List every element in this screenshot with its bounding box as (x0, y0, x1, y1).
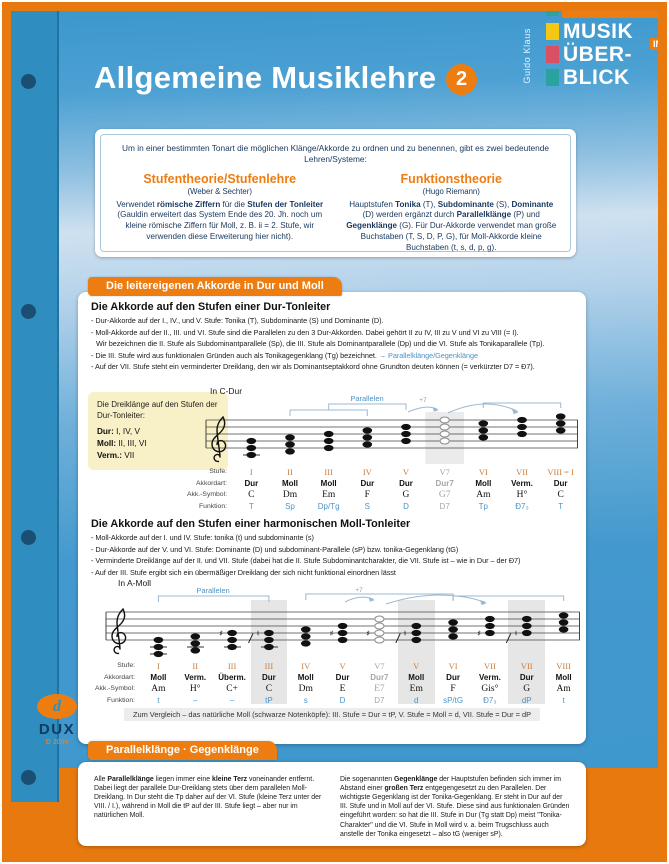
table-cell: Moll (320, 478, 337, 488)
table-cell: F (364, 489, 370, 500)
bullet-line: - Verminderte Dreiklänge auf der II. und VII. Stufe (dabei hat die II. Stufe Subdominantcharakter, die VII. Stufe ist – wie in Dur – der Đ7) (91, 556, 521, 566)
bullet-line: Wir bezeichnen die II. Stufe als Subdominantparallele (Sp), die III. Stufe als Dominantparallele (Dp) und die VI. Stufe als Tonikaparallele (Tp). (96, 339, 545, 349)
table-cell: sP/tG (443, 695, 464, 705)
publisher-name: DUX (38, 721, 76, 738)
cross-reference-link: → Parallelklänge/Gegenklänge (378, 350, 479, 360)
table-cell: C+ (226, 683, 238, 694)
table-cell: Dm (298, 683, 313, 694)
punch-hole (21, 304, 36, 319)
stufentheorie-column (111, 172, 329, 255)
logo-row-musik (546, 20, 662, 42)
table-cell: H° (516, 489, 528, 500)
binder-strip (10, 10, 59, 802)
treble-clef-icon (212, 417, 226, 462)
dux-d-glyph: d (53, 698, 61, 715)
theory-intro-box (95, 129, 576, 257)
table-cell: t (157, 695, 160, 705)
natural-minor-comparison-note: Zum Vergleich – das natürliche Moll (schwarze Notenköpfe): III. Stufe = Dur = tP, V. Stufe = Moll = d, VII. Stufe = Dur = dP (124, 708, 540, 721)
dur-bullets (91, 315, 582, 373)
table-cell: III (227, 660, 237, 671)
table-cell: tP (265, 695, 273, 705)
table-cell: Moll (150, 672, 167, 682)
table-cell: C (248, 489, 255, 500)
punch-hole (21, 770, 36, 785)
table-cell: V7 (374, 660, 385, 671)
punch-hole (21, 74, 36, 89)
table-cell: V (402, 466, 410, 477)
table-cell: Am (476, 489, 491, 500)
table-cell: D7 (374, 695, 385, 705)
table-cell: dP (521, 695, 532, 705)
svg-text:♮: ♮ (514, 629, 518, 638)
bullet-line: - Auf der VII. Stufe steht ein verminderter Dreiklang, den wir als Dominantseptakkord ohne Grundton deuten können (= verkürzter D7 = Đ7). (91, 362, 535, 372)
row-label-stufe: Stufe: (117, 662, 135, 670)
stufentheorie-subtitle: (Weber & Sechter) (187, 186, 252, 196)
arrowhead-icon (433, 407, 440, 412)
bullet-line: - Moll-Akkorde auf der II., III. und VI. Stufe sind die Parallelen zu den 3 Dur-Akkorden. Dabei gehört II zu IV, III zu V und VI zu VIII (= I). (91, 327, 519, 337)
note-value: VII (122, 451, 135, 461)
table-cell: Em (322, 489, 336, 500)
funktionstheorie-column (343, 172, 561, 255)
cdur-notation-block (180, 386, 580, 516)
section-tab-leitereigene-akkorde: Die leitereigenen Akkorde in Dur und Moll (88, 277, 342, 296)
funktionstheorie-title: Funktionstheorie (400, 171, 502, 186)
table-cell: Dur (446, 672, 460, 682)
parallelen-label: Parallelen (196, 586, 230, 595)
dux-logo-icon (37, 694, 77, 719)
funktionstheorie-body: Hauptstufen Tonika (T), Subdominante (S), Dominante (D) werden ergänzt durch Parallelklänge (P) und Gegenklänge (G). Für Dur-Akkorde verwendet man große Buchstaben (T, S, D, P, G), für Moll-Akkorde kleine Buchstaben (t, s, d, p, g). (346, 199, 557, 253)
table-cell: G (402, 489, 410, 500)
table-cell: I (249, 466, 253, 477)
note-value: II, III, VI (116, 438, 147, 448)
treble-clef-icon (112, 609, 126, 654)
bullet-line: - Moll-Akkorde auf der I. und IV. Stufe: tonika (t) und subdominante (s) (91, 533, 314, 542)
theory-intro-inner (100, 134, 571, 252)
table-cell: Đ7₃ (483, 695, 497, 705)
intro-text: Um in einer bestimmten Tonart die möglichen Klänge/Akkorde zu ordnen und zu benennen, gibt es zwei bedeutende Lehren/Systeme: (122, 143, 549, 164)
table-cell: – (229, 695, 235, 705)
table-cell: s (303, 695, 308, 705)
akkordart-row (140, 673, 582, 682)
dur-heading: Die Akkorde auf den Stufen einer Dur-Tonleiter (91, 301, 331, 313)
symbol-row (140, 684, 582, 694)
bullet-line: - Dur-Akkorde auf der I., IV., und V. Stufe: Tonika (T), Subdominante (S) und Dominante (D). (91, 316, 384, 325)
table-cell: Moll (408, 672, 425, 682)
table-cell: Dur (262, 672, 276, 682)
publisher-logo (24, 694, 90, 746)
logo-row-ueber (546, 43, 662, 65)
table-cell: Dp/Tg (317, 501, 340, 511)
table-cell: V (413, 660, 420, 671)
table-cell: VI (478, 466, 488, 477)
section-tab-parallelklaenge: Parallelklänge · Gegenklänge (88, 741, 277, 760)
table-cell: Am (151, 683, 166, 694)
table-cell: Tp (478, 501, 488, 511)
bullet-line: - Auf der III. Stufe ergibt sich ein übermäßiger Dreiklang der sich nicht funktional einordnen lässt (91, 567, 396, 577)
svg-text:♯: ♯ (477, 629, 481, 638)
arrowhead-icon (369, 597, 376, 602)
logo-word: ÜBER- (563, 42, 632, 66)
table-cell: D (339, 695, 346, 705)
table-cell: I (156, 660, 160, 671)
page-title (94, 60, 477, 96)
note-label: Moll: (97, 438, 117, 448)
row-label-funktion: Funktion: (199, 502, 227, 510)
table-cell: D (403, 501, 409, 511)
table-cell: Đ7₃ (515, 501, 529, 511)
row-label-akkordart: Akkordart: (196, 479, 227, 487)
table-cell: C (265, 683, 273, 694)
table-cell: Sp (285, 501, 295, 511)
table-cell: III (324, 466, 333, 477)
gegenklaenge-text: Die sogenannten Gegenklänge der Hauptstufen befinden sich immer im Abstand einer großen Terz entgegengesetzt zu den Parallelen. Der wichtigste Gegenklang ist der Tonika-Gegenklang. Er steht in Dur auf der III. Stufe und in Moll auf der VI. Stufe. Diese sind aus funktionalen Gründen eingeführt worden: so hat die III. Stufe in Dur (Tg statt Dp) meist "Tonika-Charakter" und die VI. Stufe in Moll wird v. a. beim Trugschluss auch anstelle der Tonika eingesetzt – also tG (weniger sP). (340, 776, 570, 838)
orange-stripe (562, 6, 662, 18)
table-cell: Am (556, 683, 571, 694)
table-cell: Verm. (184, 672, 207, 682)
cdur-staff (180, 388, 580, 474)
table-cell: G7 (438, 489, 451, 500)
table-cell: II (192, 660, 199, 671)
parallel-gegenklaenge-card (78, 762, 586, 846)
svg-text:♯: ♯ (366, 629, 370, 638)
svg-text:/: / (506, 631, 511, 646)
table-cell: S (364, 501, 370, 511)
funktionstheorie-subtitle: (Hugo Riemann) (422, 186, 480, 196)
table-cell: Dur (360, 478, 375, 488)
table-cell: T (558, 501, 564, 511)
amoll-notation-block (88, 578, 582, 710)
teal-stripe (546, 6, 559, 16)
svg-text:/: / (395, 631, 400, 646)
symbol-row (232, 490, 580, 500)
table-cell: Gis° (481, 683, 499, 694)
amoll-staff-label: In A-Moll (118, 578, 152, 588)
table-cell: Dur (553, 478, 568, 488)
row-label-funktion: Funktion: (107, 696, 135, 704)
table-cell: IV (362, 466, 372, 477)
logo-row-blick (546, 66, 662, 88)
author-name: Guido Klaus (522, 28, 532, 84)
table-cell: d (414, 695, 419, 705)
page-title-text: Allgemeine Musiklehre (94, 60, 437, 95)
punch-hole (21, 530, 36, 545)
cdur-staff-label: In C-Dur (210, 386, 243, 396)
logo-word: MUSIK (563, 19, 634, 43)
table-cell: Dur (335, 672, 350, 682)
table-cell: V (339, 660, 346, 671)
table-cell: IV (301, 660, 311, 671)
table-cell: II (287, 466, 293, 477)
yellow-stripe (546, 23, 559, 40)
logo-stripe-row (546, 6, 662, 18)
table-cell: V7 (439, 466, 450, 477)
funktion-row (140, 696, 582, 705)
svg-text:♯: ♯ (329, 629, 334, 638)
plus7-label: +7 (355, 587, 363, 594)
amoll-table (88, 660, 582, 706)
bullet-line: - Dur-Akkorde auf der V. und VI. Stufe: Dominante (D) und subdominant-Parallele (sP) bzw. tonika-Gegenklang (tG) (91, 544, 459, 554)
akkordart-row (232, 479, 580, 488)
row-label-symbol: Akk.-Symbol: (186, 491, 227, 499)
teal-stripe (546, 69, 559, 86)
table-cell: D7 (439, 501, 450, 511)
stufentheorie-title: Stufentheorie/Stufenlehre (143, 171, 297, 186)
funktion-row (232, 502, 580, 511)
series-number-badge: 2 (446, 64, 477, 95)
table-cell: G (523, 683, 531, 694)
stufe-row (232, 467, 580, 477)
table-cell: Verm. (479, 672, 501, 682)
table-cell: Dur7 (370, 672, 389, 682)
table-cell: Überm. (218, 672, 246, 682)
svg-text:/: / (248, 631, 253, 646)
table-cell: E7 (374, 683, 385, 694)
moll-bullets (91, 532, 582, 578)
svg-text:♮: ♮ (256, 629, 260, 638)
note-value: I, IV, V (113, 426, 140, 436)
musik-im-ueberblick-logo (546, 6, 662, 89)
table-cell: VII (520, 660, 533, 671)
table-cell: Verm. (511, 478, 533, 488)
table-cell: t (562, 695, 565, 705)
amoll-staff (88, 580, 582, 666)
plus7-label: +7 (419, 397, 427, 404)
table-cell: Moll (555, 672, 572, 682)
note-label: Dur: (97, 426, 114, 436)
table-cell: Dur7 (435, 478, 454, 488)
bullet-line (91, 350, 582, 362)
table-cell: – (193, 695, 198, 705)
table-cell: Dur (399, 478, 413, 488)
svg-text:♯: ♯ (219, 629, 223, 638)
table-cell: Moll (281, 478, 298, 488)
table-cell: VIII = I (547, 466, 574, 477)
catalog-number: D 3094 (45, 739, 69, 746)
main-content-card (78, 292, 586, 744)
stufe-row (140, 661, 582, 671)
table-cell: Dur (519, 672, 534, 682)
table-cell: III (264, 660, 274, 671)
table-cell: Dur (244, 478, 259, 488)
table-cell: C (557, 489, 564, 500)
table-cell: Moll (297, 672, 314, 682)
table-cell: VI (448, 660, 458, 671)
parallelen-label: Parallelen (350, 394, 384, 403)
table-cell: Moll (475, 478, 492, 488)
logo-im-badge: IM (650, 38, 666, 50)
table-cell: E (339, 683, 346, 694)
table-cell: F (450, 683, 456, 694)
svg-text:♮: ♮ (403, 629, 407, 638)
table-cell: H° (189, 683, 201, 694)
row-label-akkordart: Akkordart: (104, 673, 135, 681)
table-cell: Dm (282, 489, 298, 500)
red-stripe (546, 46, 559, 63)
row-label-symbol: Akk.-Symbol: (94, 685, 135, 693)
table-cell: VII (484, 660, 496, 671)
table-cell: T (248, 501, 254, 511)
parallelklaenge-text: Alle Parallelklänge liegen immer eine kleine Terz voneinander entfernt. Dabei liegt der parallele Dur-Dreiklang stets über dem parallelen Moll-Dreiklang. In Dur steht die Tp daher auf der VI. Stufe (kleine Terz unter der VIII. / I.), während in Moll die tP auf der III. Stufe liegt – aber nur im natürlichen Moll. (94, 776, 322, 820)
note-label: Verm.: (97, 451, 123, 461)
logo-word: BLICK (563, 65, 630, 89)
table-cell: Em (409, 683, 423, 694)
row-label-stufe: Stufe: (209, 468, 227, 476)
table-cell: VIII (556, 660, 571, 671)
table-cell: VII (516, 466, 528, 477)
bullet-text: - Die III. Stufe wird aus funktionalen Gründen auch als Tonikagegenklang (Tg) bezeichnet. (91, 350, 377, 360)
parallel-brackets (158, 594, 563, 604)
stufentheorie-body: Verwendet römische Ziffern für die Stufen der Tonleiter (Gauldin erweitert das System Ende des 20. Jh. noch um kleine römische Ziffern für Moll, z. B. ii = 2. Stufe, wir verwenden diese Erweiterung hier nicht). (116, 199, 324, 242)
note-box-title: Die Dreiklänge auf den Stufen der Dur-Tonleiter: (97, 400, 218, 420)
moll-heading: Die Akkorde auf den Stufen einer harmonischen Moll-Tonleiter (91, 518, 411, 530)
cdur-table (180, 466, 580, 512)
